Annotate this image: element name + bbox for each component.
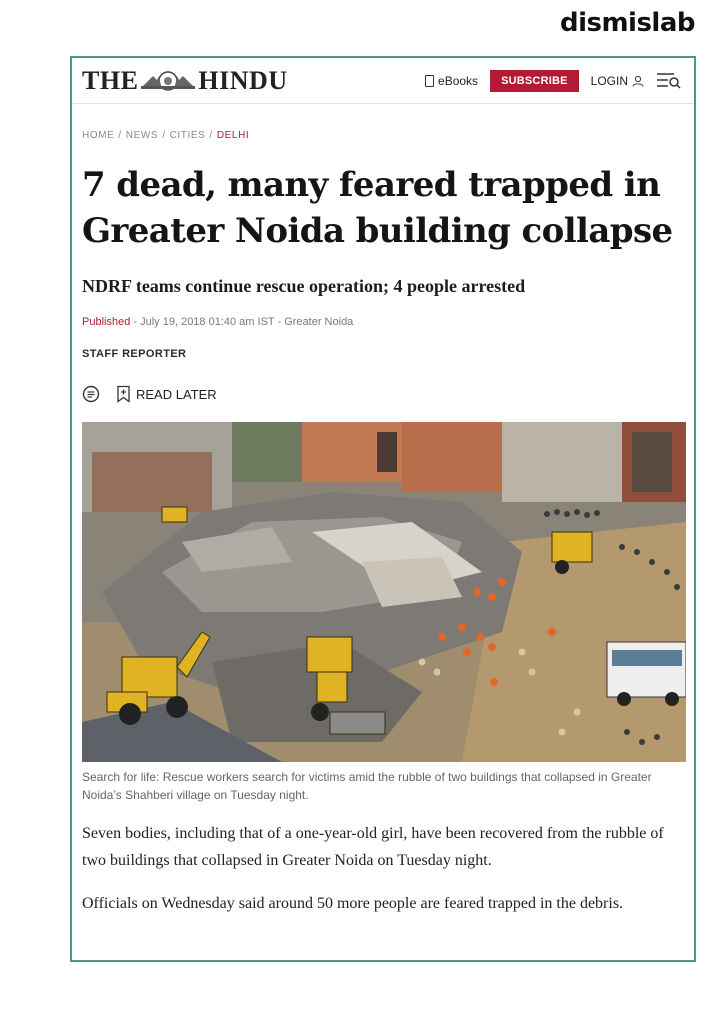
- breadcrumb-separator: /: [118, 130, 122, 141]
- comment-icon[interactable]: [82, 385, 100, 403]
- published-info: [82, 316, 684, 328]
- article-paragraph: Seven bodies, including that of a one-year-old girl, have been recovered from the rubble of two buildings that collapsed in Greater Noida on Tuesday night.: [82, 825, 664, 869]
- breadcrumb-separator: /: [209, 130, 213, 141]
- article-content: [72, 130, 694, 917]
- masthead: [72, 58, 694, 104]
- image-caption: Search for life: Rescue workers search for victims amid the rubble of two buildings that collapsed in Greater Noida’s Shahberi village on Tuesday night.: [82, 770, 652, 802]
- login-link[interactable]: [591, 74, 644, 88]
- user-icon: [632, 75, 644, 87]
- byline: STAFF REPORTER: [82, 348, 187, 360]
- building-collapse-photo: [82, 422, 686, 762]
- ebooks-link[interactable]: [425, 74, 478, 88]
- ebook-icon: [425, 75, 434, 87]
- breadcrumb-news[interactable]: NEWS: [125, 130, 159, 141]
- read-later-button[interactable]: [116, 385, 217, 403]
- article-subheadline: NDRF teams continue rescue operation; 4 people arrested: [82, 276, 526, 296]
- breadcrumb-separator: /: [162, 130, 166, 141]
- menu-search-icon[interactable]: [656, 72, 682, 90]
- login-label: LOGIN: [590, 73, 628, 88]
- subscribe-button[interactable]: SUBSCRIBE: [490, 70, 579, 92]
- logo-text-hindu: HINDU: [198, 65, 288, 95]
- article-screenshot-frame: [70, 56, 696, 962]
- dismislab-watermark: dismislab: [559, 8, 695, 38]
- breadcrumb-cities[interactable]: CITIES: [169, 130, 206, 141]
- breadcrumb: [82, 130, 684, 141]
- logo-text-the: THE: [82, 65, 139, 95]
- bookmark-add-icon: [116, 385, 131, 403]
- ebooks-label: eBooks: [438, 73, 479, 88]
- the-hindu-logo[interactable]: [82, 66, 288, 96]
- article-tools: [82, 385, 684, 403]
- article-paragraph: Officials on Wednesday said around 50 more people are feared trapped in the debris.: [82, 895, 624, 912]
- crest-emblem-icon: [139, 70, 197, 92]
- published-label: Published: [82, 316, 131, 328]
- article-headline: 7 dead, many feared trapped in Greater Noida building collapse: [82, 165, 673, 251]
- published-detail: - July 19, 2018 01:40 am IST - Greater Noida: [133, 316, 354, 328]
- masthead-nav: [425, 70, 682, 92]
- breadcrumb-delhi[interactable]: DELHI: [216, 130, 250, 141]
- read-later-label: READ LATER: [136, 386, 217, 402]
- breadcrumb-home[interactable]: HOME: [82, 130, 115, 141]
